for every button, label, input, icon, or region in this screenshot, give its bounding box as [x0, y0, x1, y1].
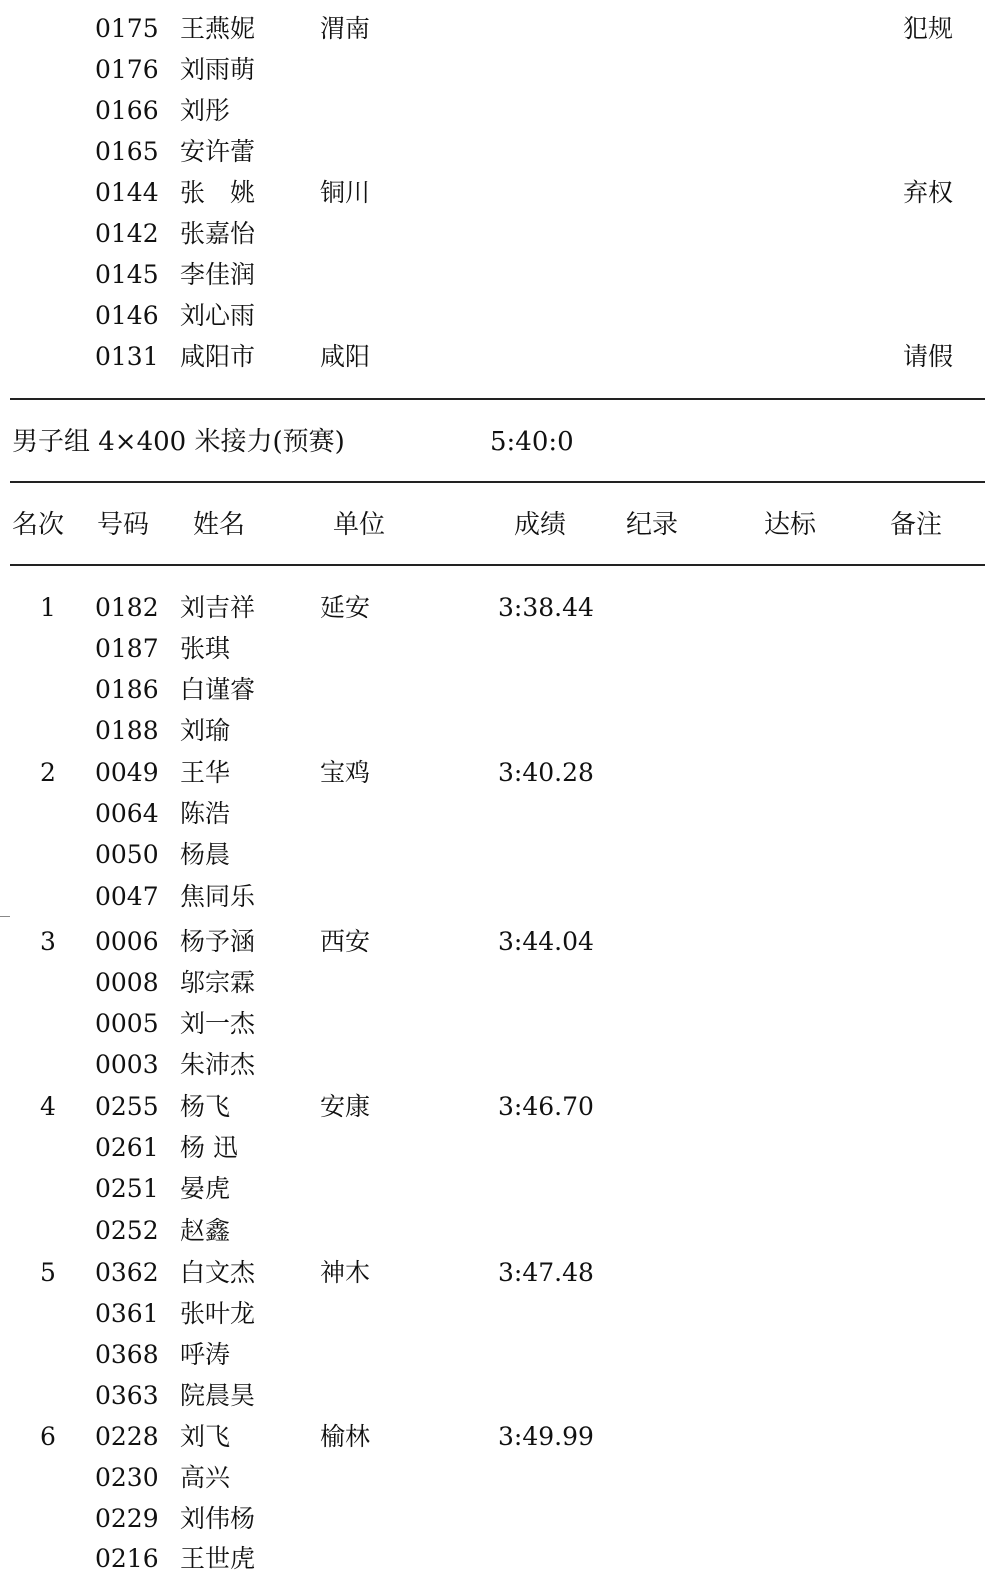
athlete-name: 张琪: [180, 634, 231, 663]
team-unit: 延安: [320, 593, 371, 622]
bib-number: 0050: [95, 840, 159, 869]
table-row: [0, 1416, 1000, 1457]
team-unit: 西安: [320, 927, 371, 956]
bib-number: 0362: [95, 1258, 159, 1287]
table-row: [0, 172, 1000, 213]
table-row: [0, 1293, 1000, 1334]
bib-number: 0255: [95, 1092, 159, 1121]
athlete-name: 刘瑜: [180, 716, 231, 745]
athlete-name: 刘飞: [180, 1422, 231, 1451]
table-row: [0, 669, 1000, 710]
athlete-name: 邬宗霖: [180, 968, 256, 997]
table-row: [0, 752, 1000, 793]
athlete-name: 刘彤: [180, 96, 231, 125]
header-rank: 名次: [12, 510, 65, 540]
performance-time: 3:49.99: [498, 1422, 594, 1451]
header-number: 号码: [97, 510, 150, 540]
table-row: [0, 1127, 1000, 1168]
athlete-name: 高兴: [180, 1463, 231, 1492]
rank-number: 4: [40, 1092, 56, 1121]
table-row: [0, 131, 1000, 172]
athlete-name: 晏虎: [180, 1174, 231, 1203]
bib-number: 0216: [95, 1544, 159, 1573]
bib-number: 0131: [95, 342, 159, 371]
table-row: [0, 1168, 1000, 1209]
rank-number: 2: [40, 758, 56, 787]
bib-number: 0145: [95, 260, 159, 289]
table-row: [0, 793, 1000, 834]
bib-number: 0182: [95, 593, 159, 622]
table-row: [0, 49, 1000, 90]
bib-number: 0187: [95, 634, 159, 663]
table-row: [0, 1003, 1000, 1044]
performance-time: 3:38.44: [498, 593, 594, 622]
bib-number: 0228: [95, 1422, 159, 1451]
table-row: [0, 1538, 1000, 1579]
table-row: [0, 628, 1000, 669]
bib-number: 0175: [95, 14, 159, 43]
athlete-name: 白谨睿: [180, 675, 256, 704]
table-row: [0, 834, 1000, 875]
athlete-name: 王华: [180, 758, 231, 787]
bib-number: 0003: [95, 1050, 159, 1079]
table-row: [0, 876, 1000, 917]
team-unit: 神木: [320, 1258, 371, 1287]
team-unit: 宝鸡: [320, 758, 371, 787]
table-row: [0, 1375, 1000, 1416]
athlete-name: 白文杰: [180, 1258, 256, 1287]
rank-number: 1: [40, 593, 56, 622]
performance-time: 3:40.28: [498, 758, 594, 787]
header-name: 姓名: [193, 510, 246, 540]
athlete-name: 朱沛杰: [180, 1050, 256, 1079]
bib-number: 0186: [95, 675, 159, 704]
performance-time: 3:47.48: [498, 1258, 594, 1287]
remark: 犯规: [903, 14, 954, 43]
bib-number: 0142: [95, 219, 159, 248]
athlete-name: 张 姚: [180, 178, 256, 207]
performance-time: 3:44.04: [498, 927, 594, 956]
table-row: [0, 587, 1000, 628]
bib-number: 0188: [95, 716, 159, 745]
bib-number: 0008: [95, 968, 159, 997]
athlete-name: 呼涛: [180, 1340, 231, 1369]
team-unit: 安康: [320, 1092, 371, 1121]
table-row: [0, 254, 1000, 295]
table-row: [0, 90, 1000, 131]
rank-number: 6: [40, 1422, 56, 1451]
table-row: [0, 295, 1000, 336]
bib-number: 0049: [95, 758, 159, 787]
table-row: [0, 213, 1000, 254]
table-row: [0, 336, 1000, 377]
athlete-name: 刘一杰: [180, 1009, 256, 1038]
header-unit: 单位: [333, 510, 386, 540]
header-record: 纪录: [626, 510, 679, 540]
remark: 请假: [903, 342, 954, 371]
bib-number: 0047: [95, 882, 159, 911]
athlete-name: 咸阳市: [180, 342, 256, 371]
bib-number: 0005: [95, 1009, 159, 1038]
athlete-name: 王世虎: [180, 1544, 256, 1573]
athlete-name: 刘伟杨: [180, 1504, 256, 1533]
bib-number: 0166: [95, 96, 159, 125]
divider: [10, 564, 985, 566]
bib-number: 0230: [95, 1463, 159, 1492]
divider: [10, 398, 985, 400]
table-row: [0, 1086, 1000, 1127]
table-row: [0, 1210, 1000, 1251]
performance-time: 3:46.70: [498, 1092, 594, 1121]
table-row: [0, 710, 1000, 751]
table-row: [0, 1044, 1000, 1085]
bib-number: 0363: [95, 1381, 159, 1410]
athlete-name: 王燕妮: [180, 14, 256, 43]
bib-number: 0176: [95, 55, 159, 84]
bib-number: 0361: [95, 1299, 159, 1328]
athlete-name: 张叶龙: [180, 1299, 256, 1328]
team-unit: 渭南: [320, 14, 371, 43]
athlete-name: 李佳润: [180, 260, 256, 289]
rank-number: 5: [40, 1258, 56, 1287]
table-row: [0, 1334, 1000, 1375]
bib-number: 0165: [95, 137, 159, 166]
athlete-name: 杨予涵: [180, 927, 256, 956]
bib-number: 0251: [95, 1174, 159, 1203]
bib-number: 0229: [95, 1504, 159, 1533]
divider: [10, 481, 985, 483]
athlete-name: 院晨昊: [180, 1381, 256, 1410]
bib-number: 0144: [95, 178, 159, 207]
table-row: [0, 921, 1000, 962]
table-row: [0, 1457, 1000, 1498]
header-note: 备注: [890, 510, 943, 540]
event-title: 男子组 4×400 米接力(预赛): [12, 427, 345, 457]
header-performance: 成绩: [514, 510, 567, 540]
athlete-name: 杨 迅: [180, 1133, 238, 1162]
table-row: [0, 1498, 1000, 1539]
athlete-name: 安许蕾: [180, 137, 256, 166]
athlete-name: 陈浩: [180, 799, 231, 828]
remark: 弃权: [903, 178, 954, 207]
team-unit: 咸阳: [320, 342, 371, 371]
team-unit: 铜川: [320, 178, 371, 207]
athlete-name: 杨飞: [180, 1092, 231, 1121]
table-row: [0, 1252, 1000, 1293]
bib-number: 0064: [95, 799, 159, 828]
table-row: [0, 8, 1000, 49]
bib-number: 0006: [95, 927, 159, 956]
athlete-name: 刘雨萌: [180, 55, 256, 84]
bib-number: 0146: [95, 301, 159, 330]
event-heading: [12, 422, 574, 463]
athlete-name: 焦同乐: [180, 882, 256, 911]
athlete-name: 赵鑫: [180, 1216, 231, 1245]
rank-number: 3: [40, 927, 56, 956]
table-row: [0, 962, 1000, 1003]
team-unit: 榆林: [320, 1422, 371, 1451]
bib-number: 0261: [95, 1133, 159, 1162]
athlete-name: 刘吉祥: [180, 593, 256, 622]
header-standard: 达标: [764, 510, 817, 540]
athlete-name: 刘心雨: [180, 301, 256, 330]
bib-number: 0252: [95, 1216, 159, 1245]
athlete-name: 杨晨: [180, 840, 231, 869]
event-time: 5:40:0: [490, 427, 574, 457]
bib-number: 0368: [95, 1340, 159, 1369]
athlete-name: 张嘉怡: [180, 219, 256, 248]
